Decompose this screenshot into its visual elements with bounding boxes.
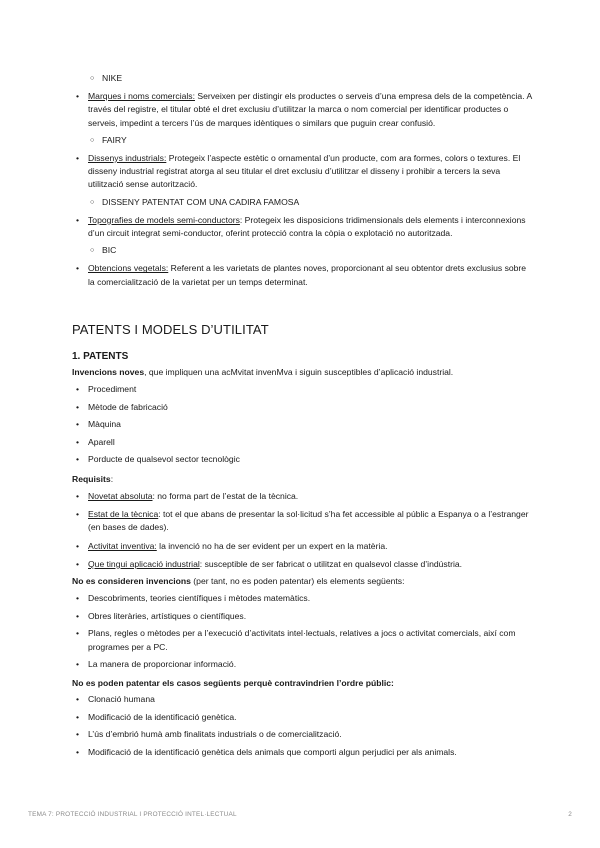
bullet-icon: • (76, 491, 80, 501)
paragraph-text: (per tant, no es poden patentar) els elements següents: (190, 576, 405, 586)
circle-bullet-icon: ○ (90, 247, 95, 255)
term-description: Referent a les varietats de plantes noves, proporcionant al seu obtentor drets exclusius sobre la comercialització de la varietat per un temps determinat. (88, 263, 527, 287)
list-item (72, 508, 532, 534)
circle-bullet-icon: ○ (90, 198, 95, 206)
list-item-text: Clonació humana (88, 694, 155, 704)
list-item-text: Modificació de la identificació genètica dels animals que comporti algun perjudici per als animals. (88, 746, 457, 757)
term-label: Obtencions vegetals: (88, 263, 169, 274)
list-item (72, 453, 532, 471)
intro-list (72, 72, 532, 289)
list-item (72, 627, 532, 653)
bullet-icon: • (76, 746, 80, 757)
circle-bullet-icon: ○ (90, 75, 95, 82)
list-item (72, 693, 532, 711)
page-footer (28, 811, 572, 818)
list-item-text: Obres literàries, artístiques o científiques. (88, 610, 247, 621)
list-item (72, 711, 532, 729)
bullet-icon: • (76, 509, 80, 520)
invencions-list (72, 383, 532, 471)
bullet-icon: • (76, 610, 80, 621)
section-title: PATENTS I MODELS D’UTILITAT (72, 322, 269, 337)
no-patentar-list (72, 693, 532, 763)
colon: : (110, 474, 114, 484)
no-invencions-list (72, 592, 532, 672)
list-item (72, 540, 532, 553)
list-item-text: Procediment (88, 384, 137, 394)
list-item (72, 728, 532, 746)
term-description: : tot el que abans de presentar la sol·licitud s’ha fet accessible al públic a Espanya o a l’estranger (en bases de dades). (88, 509, 529, 533)
list-item (72, 152, 532, 192)
list-item-text: Descobriments, teories científiques i mètodes matemàtics. (88, 593, 311, 603)
subsection-title: 1. PATENTS (72, 351, 129, 362)
term-label: Dissenys industrials: (88, 153, 167, 164)
bullet-icon: • (76, 593, 80, 603)
no-patentar-heading: No es poden patentar els casos següents perquè contravindrien l’ordre públic: (72, 678, 394, 688)
no-invencions-paragraph (72, 575, 532, 588)
bullet-icon: • (76, 540, 80, 551)
list-item (72, 558, 532, 571)
paragraph-text: , que impliquen una acMvitat invenMva i siguin susceptibles d’aplicació industrial. (144, 367, 454, 377)
circle-bullet-icon: ○ (90, 136, 95, 144)
list-item (72, 418, 532, 436)
list-item (72, 214, 532, 240)
bullet-icon: • (76, 628, 80, 639)
term-description: Serveixen per distingir els productes o serveis d’una empresa dels de la competència. A través del registre, el titular obté el dret exclusiu d’utilitzar la marca o nom comercial per identificar productes o serveis, impedint a tercers l’ús de marques idèntiques o similars que puguin crear confusió. (88, 91, 532, 128)
list-item (72, 383, 532, 401)
list-item (72, 592, 532, 605)
example-text: DISSENY PATENTAT COM UNA CADIRA FAMOSA (102, 196, 300, 207)
list-item-text: Mètode de fabricació (88, 401, 168, 412)
list-item (72, 196, 532, 209)
requisits-heading (72, 473, 532, 486)
list-item-text: Aparell (88, 436, 115, 447)
list-item (72, 490, 532, 503)
list-item (72, 746, 532, 764)
term-label: Activitat inventiva: (88, 540, 157, 551)
list-item (72, 262, 532, 288)
term-label: Estat de la tècnica (88, 509, 159, 520)
list-item-text: Plans, regles o mètodes per a l’execució d’activitats intel·lectuals, relatives a jocs o activitat comercials, així com programes per a PC. (88, 628, 516, 652)
list-item (72, 90, 532, 130)
term-description: : Protegeix les disposicions tridimensionals dels elements i interconnexions d’un circuit integrat semi-conductor, oferint protecció contra la còpia o explotació no autoritzada. (88, 214, 526, 239)
list-item-text: Màquina (88, 419, 121, 429)
list-item (72, 401, 532, 419)
requisits-list (72, 490, 532, 571)
bullet-icon: • (76, 659, 80, 670)
bullet-icon: • (76, 729, 80, 739)
bullet-icon: • (76, 91, 80, 102)
term-label: Novetat absoluta (88, 491, 153, 501)
term-label: Invencions noves (72, 367, 145, 377)
bullet-icon: • (76, 436, 80, 447)
bullet-icon: • (76, 263, 80, 274)
list-item (72, 134, 532, 147)
list-item-text: Porducte de qualsevol sector tecnològic (88, 454, 240, 464)
invencions-paragraph (72, 366, 532, 379)
example-text: NIKE (102, 73, 123, 83)
bullet-icon: • (76, 454, 80, 464)
list-item-text: L’ús d’embrió humà amb finalitats industrials o de comercialització. (88, 729, 342, 739)
term-label: No es consideren invencions (72, 576, 191, 586)
example-text: FAIRY (102, 134, 127, 145)
term-label: Que tingui aplicació industrial (88, 558, 200, 569)
bullet-icon: • (76, 153, 80, 164)
bullet-icon: • (76, 558, 80, 569)
list-item-text: La manera de proporcionar informació. (88, 659, 237, 670)
term-description: : susceptible de ser fabricat o utilitzat en qualsevol classe d’indústria. (199, 558, 463, 569)
list-item (72, 244, 532, 257)
bullet-icon: • (76, 401, 80, 412)
list-item (72, 72, 532, 85)
list-item (72, 436, 532, 454)
list-item (72, 610, 532, 623)
bullet-icon: • (76, 214, 80, 225)
bullet-icon: • (76, 694, 80, 704)
bullet-icon: • (76, 384, 80, 394)
term-label: Topografies de models semi-conductors (88, 214, 240, 225)
example-text: BIC (102, 245, 117, 256)
term-description: : no forma part de l’estat de la tècnica. (152, 491, 299, 501)
bullet-icon: • (76, 419, 80, 429)
term-label: Requisits (72, 474, 111, 484)
term-label: Marques i noms comercials: (88, 91, 195, 102)
footer-title: TEMA 7: PROTECCIÓ INDUSTRIAL I PROTECCIÓ INTEL·LECTUAL (28, 811, 237, 818)
term-description: la invenció no ha de ser evident per un expert en la matèria. (156, 540, 388, 551)
term-description: Protegeix l’aspecte estètic o ornamental d’un producte, com ara formes, colors o textures. El disseny industrial registrat atorga al seu titular el dret exclusiu d’utilitzar el disseny i prohibir a tercers la seva utilització sense autorització. (88, 153, 521, 190)
page-number: 2 (568, 811, 572, 818)
list-item (72, 658, 532, 671)
list-item-text: Modificació de la identificació genètica. (88, 711, 237, 722)
bullet-icon: • (76, 711, 80, 722)
